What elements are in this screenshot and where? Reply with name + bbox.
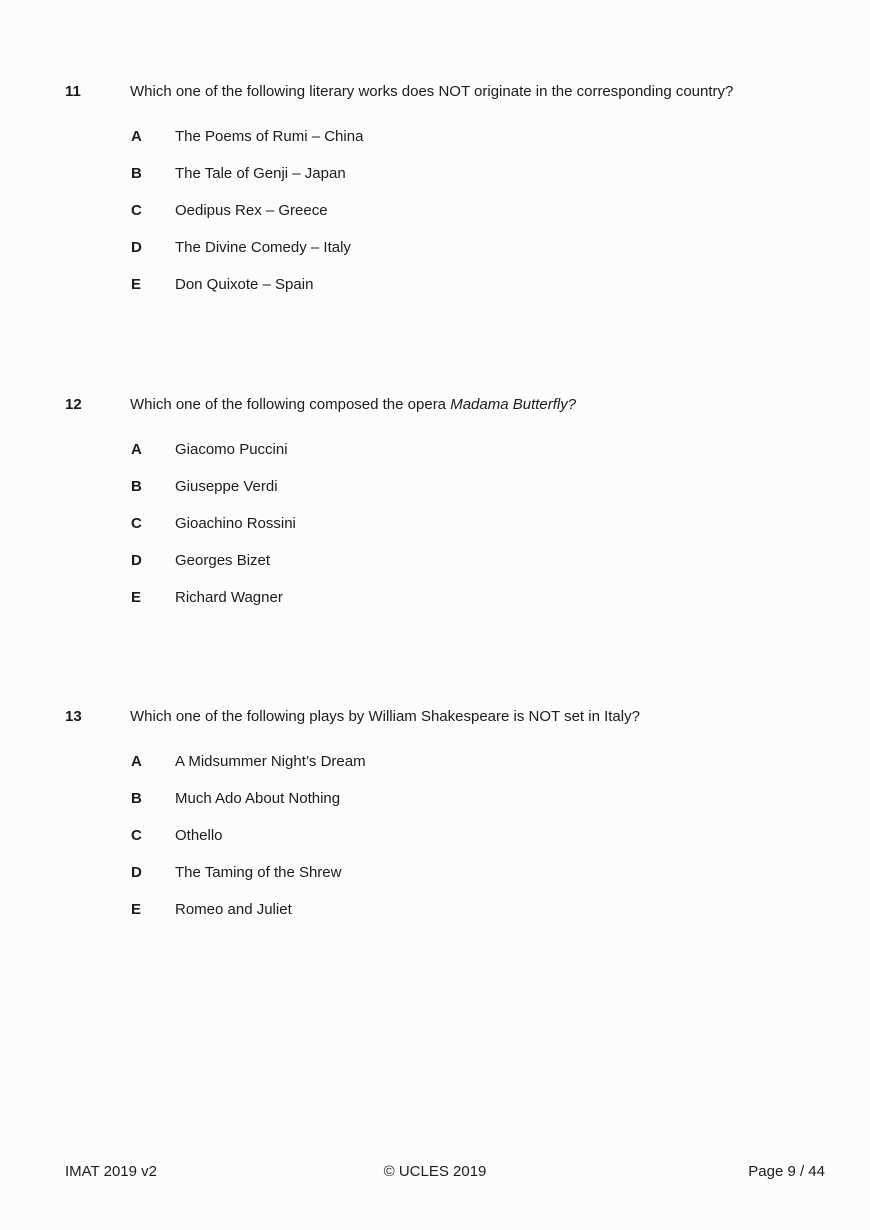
option-letter: A	[131, 753, 142, 770]
option-row	[0, 901, 870, 919]
option-row	[0, 753, 870, 771]
option-text: The Taming of the Shrew	[175, 864, 342, 881]
option-letter: A	[131, 128, 142, 145]
option-row	[0, 239, 870, 257]
option-text: Don Quixote – Spain	[175, 276, 314, 293]
option-text: Giacomo Puccini	[175, 441, 288, 458]
option-letter: E	[131, 276, 142, 293]
option-text: The Divine Comedy – Italy	[175, 239, 351, 256]
option-text: Giuseppe Verdi	[175, 478, 278, 495]
option-text: Romeo and Juliet	[175, 901, 292, 918]
footer-page-number: Page 9 / 44	[748, 1163, 825, 1180]
question-12-header	[0, 396, 870, 414]
option-letter: D	[131, 239, 142, 256]
option-row	[0, 276, 870, 294]
option-letter: D	[131, 864, 142, 881]
question-11-options	[0, 128, 870, 294]
option-letter: C	[131, 202, 142, 219]
option-text: Georges Bizet	[175, 552, 271, 569]
question-number: 12	[65, 396, 82, 413]
question-prompt	[130, 396, 870, 414]
footer-copyright: © UCLES 2019	[383, 1163, 487, 1180]
question-number: 13	[65, 708, 82, 725]
option-text: Oedipus Rex – Greece	[175, 202, 328, 219]
question-13-options	[0, 753, 870, 919]
question-11	[0, 83, 870, 294]
option-row	[0, 478, 870, 496]
option-row	[0, 441, 870, 459]
question-prompt	[130, 83, 870, 101]
question-prompt-text: Which one of the following composed the opera	[130, 396, 451, 413]
option-row	[0, 128, 870, 146]
option-text: Gioachino Rossini	[175, 515, 296, 532]
option-row	[0, 165, 870, 183]
question-12-options	[0, 441, 870, 607]
option-text: The Tale of Genji – Japan	[175, 165, 346, 182]
option-text: Much Ado About Nothing	[175, 790, 341, 807]
option-letter: B	[131, 478, 142, 495]
question-12	[0, 396, 870, 607]
option-text: The Poems of Rumi – China	[175, 128, 364, 145]
option-text: A Midsummer Night’s Dream	[175, 753, 366, 770]
option-letter: E	[131, 901, 142, 918]
question-13	[0, 708, 870, 919]
footer-document-version: IMAT 2019 v2	[65, 1163, 157, 1180]
option-row	[0, 864, 870, 882]
question-prompt-italic: Madama Butterfly?	[450, 396, 577, 413]
option-text: Richard Wagner	[175, 589, 283, 606]
option-row	[0, 589, 870, 607]
option-letter: C	[131, 515, 142, 532]
option-letter: B	[131, 165, 142, 182]
option-letter: A	[131, 441, 142, 458]
question-prompt-text: Which one of the following plays by William Shakespeare is NOT set in Italy?	[130, 708, 640, 725]
option-text: Othello	[175, 827, 223, 844]
option-letter: B	[131, 790, 142, 807]
question-prompt	[130, 708, 870, 726]
option-letter: C	[131, 827, 142, 844]
page-footer	[0, 1163, 870, 1181]
option-row	[0, 515, 870, 533]
option-row	[0, 790, 870, 808]
option-letter: D	[131, 552, 142, 569]
question-number: 11	[65, 83, 81, 100]
option-letter: E	[131, 589, 142, 606]
question-13-header	[0, 708, 870, 726]
option-row	[0, 552, 870, 570]
option-row	[0, 827, 870, 845]
question-11-header	[0, 83, 870, 101]
question-prompt-text: Which one of the following literary works does NOT originate in the corresponding country?	[130, 83, 734, 100]
option-row	[0, 202, 870, 220]
